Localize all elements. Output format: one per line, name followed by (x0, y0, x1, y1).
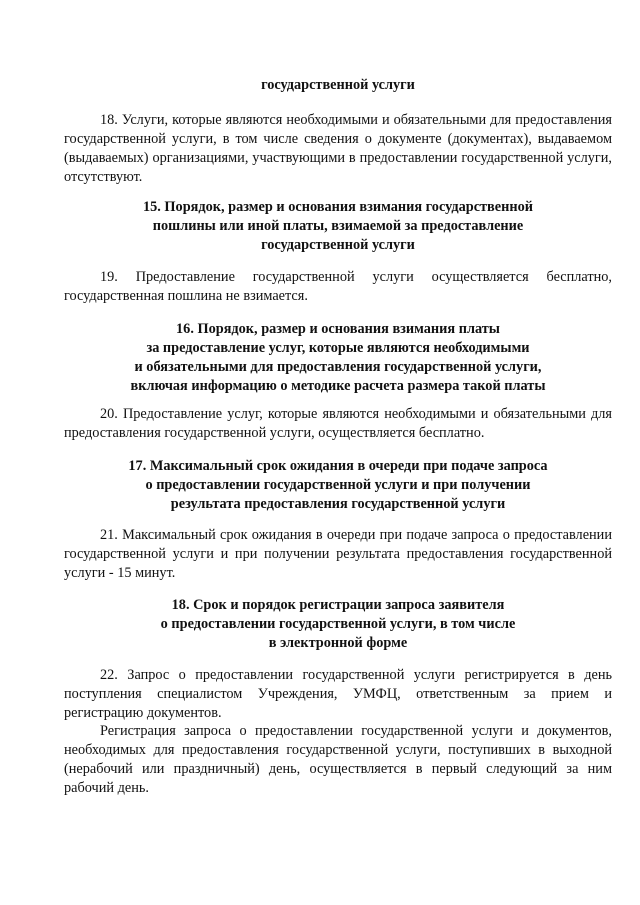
heading-line: о предоставлении государственной услуги, в том числе (160, 616, 516, 632)
heading-line: за предоставление услуг, которые являются необходимыми (146, 340, 530, 356)
heading-line: 15. Порядок, размер и основания взимания государственной (142, 199, 533, 215)
heading-line: о предоставлении государственной услуги и при получении (145, 477, 531, 493)
paragraph-21: 21. Максимальный срок ожидания в очереди при подаче запроса о предоставлении государственной услуги и при получении результата предоставления государственной услуги - 15 минут. (64, 527, 612, 581)
heading-line: 16. Порядок, размер и основания взимания платы (176, 321, 500, 337)
section-heading-16 (64, 320, 612, 396)
heading-line: результата предоставления государственной услуги (170, 496, 506, 512)
paragraph-19: 19. Предоставление государственной услуги осуществляется бесплатно, государственная пошлина не взимается. (64, 269, 612, 304)
heading-line: 17. Максимальный срок ожидания в очереди при подаче запроса (128, 458, 548, 474)
heading-line: пошлины или иной платы, взимаемой за предоставление (152, 218, 524, 234)
heading-line: и обязательными для предоставления государственной услуги, (134, 359, 542, 375)
heading-line: государственной услуги (261, 77, 415, 93)
heading-line: включая информацию о методике расчета размера такой платы (130, 378, 546, 394)
section-heading-18 (64, 596, 612, 653)
paragraph-22-continued: Регистрация запроса о предоставлении государственной услуги и документов, необходимых для предоставления государственной услуги, поступивших в выходной (нерабочий или праздничный) день, осуществляется в первый следующий за ним рабочий день. (64, 723, 612, 796)
paragraph-20: 20. Предоставление услуг, которые являются необходимыми и обязательными для предоставления государственной услуги, осуществляется бесплатно. (64, 406, 612, 441)
heading-line: государственной услуги (261, 237, 415, 253)
heading-line: 18. Срок и порядок регистрации запроса заявителя (171, 597, 505, 613)
paragraph-22: 22. Запрос о предоставлении государственной услуги регистрируется в день поступления специалистом Учреждения, УМФЦ, ответственным за прием и регистрацию документов. (64, 667, 612, 721)
paragraph-18: 18. Услуги, которые являются необходимыми и обязательными для предоставления государственной услуги, в том числе сведения о документе (документах), выдаваемом (выдаваемых) организациями, участвующими в предоставлении государственной услуги, отсутствуют. (64, 112, 612, 185)
section-heading-tail (64, 76, 612, 95)
section-heading-15 (64, 198, 612, 255)
section-heading-17 (64, 457, 612, 514)
heading-line: в электронной форме (268, 635, 408, 651)
